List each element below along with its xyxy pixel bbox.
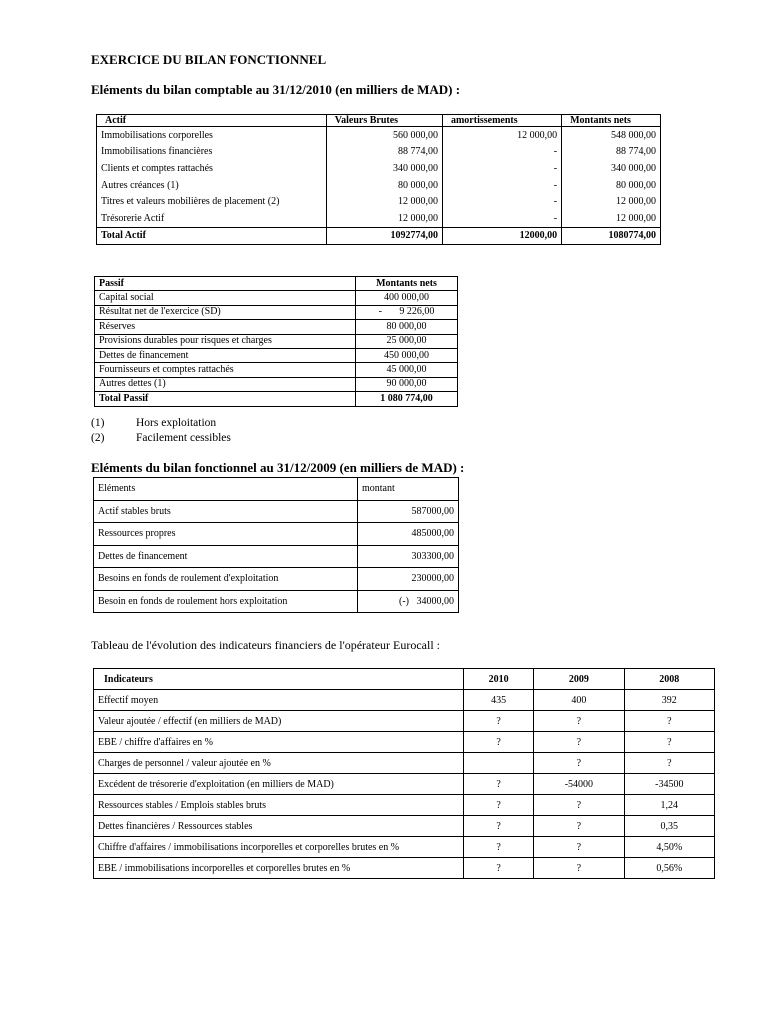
value-2010: ? [464, 858, 534, 879]
indicateur-label: Chiffre d'affaires / immobilisations incorporelles et corporelles brutes en % [94, 837, 464, 858]
passif-header-row [95, 277, 458, 291]
valeur-brute: 560 000,00 [326, 127, 442, 144]
indicateur-label: Charges de personnel / valeur ajoutée en % [94, 753, 464, 774]
indicateurs-header: Indicateurs [94, 669, 464, 690]
indicateur-row [94, 711, 715, 732]
value-2008: 0,56% [624, 858, 714, 879]
montants-nets-header: Montants nets [562, 115, 661, 127]
value-2009: ? [534, 837, 624, 858]
elements-header: Eléments [94, 478, 358, 501]
value-2008: 4,50% [624, 837, 714, 858]
montant-net: 80 000,00 [562, 177, 661, 194]
passif-value: 90 000,00 [356, 377, 458, 391]
indicateur-row [94, 690, 715, 711]
footnote-number: (1) [91, 417, 105, 429]
passif-value: 450 000,00 [356, 348, 458, 362]
indicateur-row [94, 774, 715, 795]
actif-table [96, 114, 661, 245]
value-2009: ? [534, 795, 624, 816]
element-label: Besoin en fonds de roulement hors exploitation [94, 590, 358, 613]
valeur-brute: 12 000,00 [326, 210, 442, 227]
value-2010: ? [464, 711, 534, 732]
passif-label: Résultat net de l'exercice (SD) [95, 305, 356, 319]
passif-row [95, 291, 458, 305]
amortissements-header: amortissements [442, 115, 561, 127]
footnotes [91, 416, 231, 446]
amortissement: 12 000,00 [442, 127, 561, 144]
element-value: 587000,00 [358, 500, 459, 523]
indicateur-row [94, 753, 715, 774]
passif-total-row [95, 392, 458, 406]
passif-value: 45 000,00 [356, 363, 458, 377]
valeur-brute: 12 000,00 [326, 193, 442, 210]
passif-value: 400 000,00 [356, 291, 458, 305]
passif-row [95, 320, 458, 334]
passif-label: Réserves [95, 320, 356, 334]
actif-row [97, 160, 661, 177]
montant-net: 12 000,00 [562, 193, 661, 210]
value-2010: 435 [464, 690, 534, 711]
footnote-text: Facilement cessibles [136, 432, 231, 444]
year-2010-header: 2010 [464, 669, 534, 690]
passif-label: Autres dettes (1) [95, 377, 356, 391]
passif-label: Provisions durables pour risques et charges [95, 334, 356, 348]
value-2008: 0,35 [624, 816, 714, 837]
year-2008-header: 2008 [624, 669, 714, 690]
indicateur-label: Effectif moyen [94, 690, 464, 711]
total-actif-label: Total Actif [97, 227, 327, 245]
valeurs-brutes-header: Valeurs Brutes [326, 115, 442, 127]
footnote-text: Hors exploitation [136, 417, 217, 429]
fonctionnel-row [94, 523, 459, 546]
passif-row [95, 377, 458, 391]
value-2009: ? [534, 816, 624, 837]
indicateur-row [94, 732, 715, 753]
actif-label: Immobilisations financières [101, 146, 213, 158]
passif-label: Capital social [95, 291, 356, 305]
value-2008: 392 [624, 690, 714, 711]
total-passif-value: 1 080 774,00 [356, 392, 458, 406]
element-value: 485000,00 [358, 523, 459, 546]
actif-row [97, 127, 661, 144]
element-value: (-) 34000,00 [358, 590, 459, 613]
indicateur-label: Dettes financières / Ressources stables [94, 816, 464, 837]
actif-row [97, 177, 661, 194]
fonctionnel-header-row [94, 478, 459, 501]
indicateur-row [94, 837, 715, 858]
fonctionnel-row [94, 500, 459, 523]
indicateur-row [94, 816, 715, 837]
indicateur-label: Valeur ajoutée / effectif (en milliers de MAD) [94, 711, 464, 732]
amortissement: - [442, 193, 561, 210]
indicateur-label: Ressources stables / Emplois stables bruts [94, 795, 464, 816]
actif-label: Clients et comptes rattachés [101, 162, 213, 174]
valeur-brute: 340 000,00 [326, 160, 442, 177]
indicateur-label: EBE / chiffre d'affaires en % [94, 732, 464, 753]
montant-net: 548 000,00 [562, 127, 661, 144]
valeur-brute: 88 774,00 [326, 144, 442, 161]
actif-header: Actif [97, 115, 327, 127]
indicateurs-table [93, 668, 715, 879]
actif-label: Immobilisations corporelles [101, 129, 213, 141]
total-montant-net: 1080774,00 [562, 227, 661, 245]
actif-row [97, 193, 661, 210]
passif-row [95, 334, 458, 348]
section-heading-bilan-comptable: Eléments du bilan comptable au 31/12/2010 (en milliers de MAD) : [91, 82, 461, 97]
amortissement: - [442, 160, 561, 177]
actif-row [97, 210, 661, 227]
valeur-brute: 80 000,00 [326, 177, 442, 194]
value-2010: ? [464, 732, 534, 753]
montant-net: 12 000,00 [562, 210, 661, 227]
montants-nets-header: Montants nets [356, 277, 458, 291]
montant-net: 88 774,00 [562, 144, 661, 161]
year-2009-header: 2009 [534, 669, 624, 690]
footnote [91, 431, 231, 446]
montant-header: montant [358, 478, 459, 501]
value-2009: 400 [534, 690, 624, 711]
actif-row [97, 144, 661, 161]
montant-net: 340 000,00 [562, 160, 661, 177]
document-title: EXERCICE DU BILAN FONCTIONNEL [91, 52, 327, 67]
value-2010: ? [464, 816, 534, 837]
section-heading-bilan-fonctionnel: Eléments du bilan fonctionnel au 31/12/2009 (en milliers de MAD) : [91, 460, 465, 475]
value-2008: 1,24 [624, 795, 714, 816]
passif-row [95, 348, 458, 362]
indicateur-row [94, 795, 715, 816]
value-2008: ? [624, 732, 714, 753]
fonctionnel-row [94, 568, 459, 591]
total-passif-label: Total Passif [95, 392, 356, 406]
bilan-fonctionnel-table [93, 477, 459, 613]
passif-label: Fournisseurs et comptes rattachés [95, 363, 356, 377]
footnote-number: (2) [91, 432, 105, 444]
passif-header: Passif [95, 277, 356, 291]
value-2008: ? [624, 753, 714, 774]
footnote [91, 416, 231, 431]
value-2009: ? [534, 753, 624, 774]
amortissement: - [442, 177, 561, 194]
indicateur-label: EBE / immobilisations incorporelles et corporelles brutes en % [94, 858, 464, 879]
value-2010 [464, 753, 534, 774]
passif-value: 80 000,00 [356, 320, 458, 334]
value-2008: ? [624, 711, 714, 732]
actif-label: Titres et valeurs mobilières de placement (2) [101, 196, 280, 208]
actif-label: Trésorerie Actif [101, 212, 165, 224]
indicateurs-header-row [94, 669, 715, 690]
value-2010: ? [464, 795, 534, 816]
section-heading-indicateurs: Tableau de l'évolution des indicateurs financiers de l'opérateur Eurocall : [91, 638, 441, 652]
passif-value: 25 000,00 [356, 334, 458, 348]
value-2008: -34500 [624, 774, 714, 795]
passif-row [95, 305, 458, 319]
actif-total-row [97, 227, 661, 245]
indicateur-label: Excédent de trésorerie d'exploitation (en milliers de MAD) [94, 774, 464, 795]
amortissement: - [442, 144, 561, 161]
amortissement: - [442, 210, 561, 227]
fonctionnel-row [94, 545, 459, 568]
value-2009: ? [534, 711, 624, 732]
element-value: 303300,00 [358, 545, 459, 568]
passif-row [95, 363, 458, 377]
value-2010: ? [464, 837, 534, 858]
fonctionnel-row [94, 590, 459, 613]
value-2009: ? [534, 732, 624, 753]
passif-table [94, 276, 458, 407]
value-2009: ? [534, 858, 624, 879]
element-label: Besoins en fonds de roulement d'exploitation [94, 568, 358, 591]
total-valeur-brute: 1092774,00 [326, 227, 442, 245]
actif-label: Autres créances (1) [101, 179, 179, 191]
passif-value: - 9 226,00 [356, 305, 458, 319]
element-value: 230000,00 [358, 568, 459, 591]
total-amortissement: 12000,00 [442, 227, 561, 245]
value-2010: ? [464, 774, 534, 795]
element-label: Dettes de financement [94, 545, 358, 568]
indicateur-row [94, 858, 715, 879]
passif-label: Dettes de financement [95, 348, 356, 362]
value-2009: -54000 [534, 774, 624, 795]
element-label: Ressources propres [94, 523, 358, 546]
element-label: Actif stables bruts [94, 500, 358, 523]
actif-header-row [97, 115, 661, 127]
